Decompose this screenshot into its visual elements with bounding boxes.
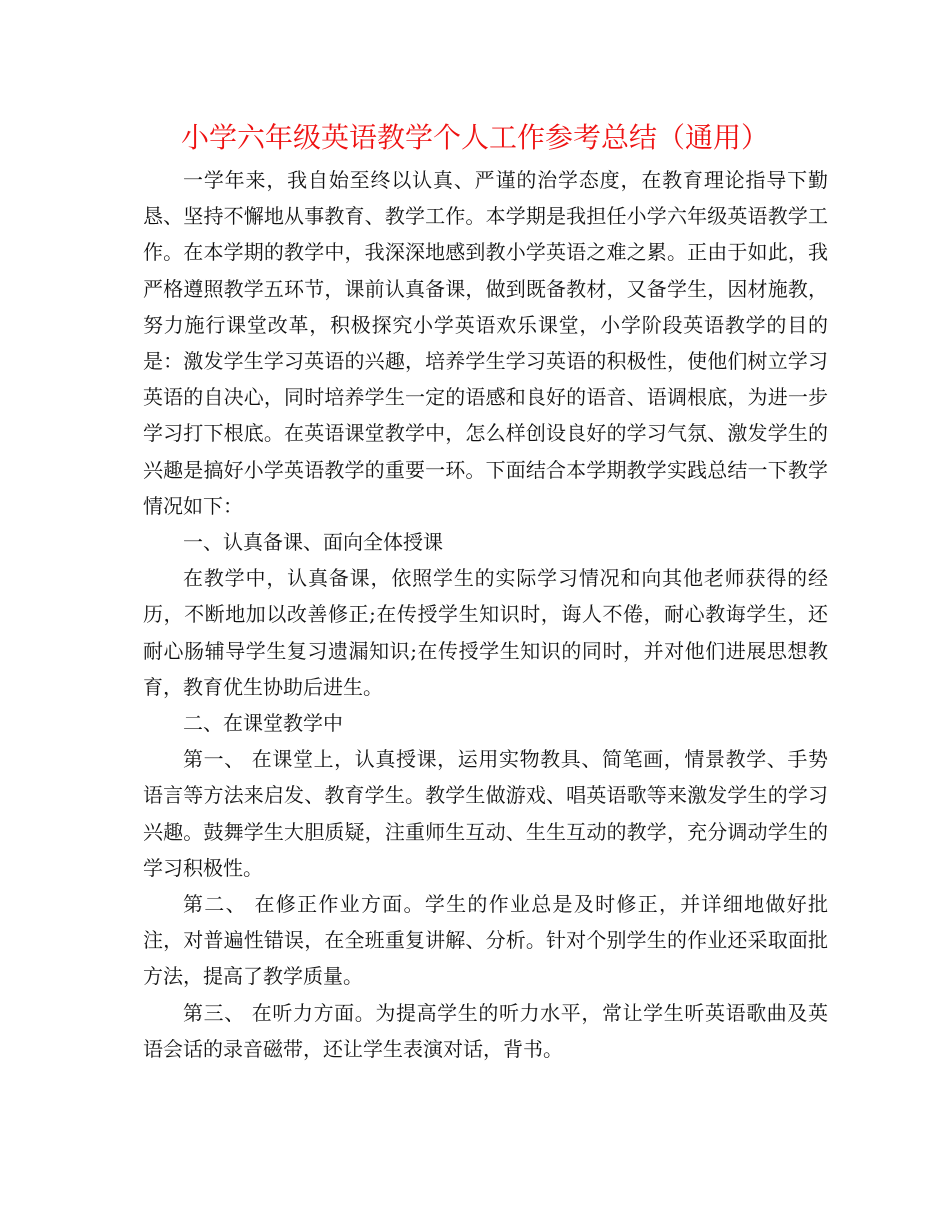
document-body (143, 162, 828, 1067)
paragraph-point-1: 第一、 在课堂上，认真授课，运用实物教具、简笔画，情景教学、手势语言等方法来启发、教育学生。教学生做游戏、唱英语歌等来激发学生的学习兴趣。鼓舞学生大胆质疑，注重师生互动、生生互动的教学，充分调动学生的学习积极性。 (143, 747, 828, 880)
paragraph-intro: 一学年来，我自始至终以认真、严谨的治学态度，在教育理论指导下勤恳、坚持不懈地从事教育、教学工作。本学期是我担任小学六年级英语教学工作。在本学期的教学中，我深深地感到教小学英语之难之累。正由于如此，我严格遵照教学五环节，课前认真备课，做到既备教材，又备学生，因材施教，努力施行课堂改革，积极探究小学英语欢乐课堂，小学阶段英语教学的目的是：激发学生学习英语的兴趣，培养学生学习英语的积极性，使他们树立学习英语的自决心，同时培养学生一定的语感和良好的语音、语调根底，为进一步学习打下根底。在英语课堂教学中，怎么样创设良好的学习气氛、激发学生的兴趣是搞好小学英语教学的重要一环。下面结合本学期教学实践总结一下教学情况如下： (143, 168, 828, 518)
paragraph-section-1: 在教学中，认真备课，依照学生的实际学习情况和向其他老师获得的经历，不断地加以改善修正;在传授学生知识时，诲人不倦，耐心教诲学生，还耐心肠辅导学生复习遗漏知识;在传授学生知识的同时，并对他们进展思想教育，教育优生协助后进生。 (143, 566, 828, 699)
section-heading-1: 一、认真备课、面向全体授课 (183, 530, 443, 555)
section-heading-2: 二、在课堂教学中 (183, 711, 343, 736)
document-title: 小学六年级英语教学个人工作参考总结（通用） (180, 121, 769, 154)
paragraph-point-3: 第三、 在听力方面。为提高学生的听力水平，常让学生听英语歌曲及英语会话的录音磁带，还让学生表演对话，背书。 (143, 1000, 828, 1061)
paragraph-point-2: 第二、 在修正作业方面。学生的作业总是及时修正，并详细地做好批注，对普遍性错误，在全班重复讲解、分析。针对个别学生的作业还采取面批方法，提高了教学质量。 (143, 892, 828, 989)
